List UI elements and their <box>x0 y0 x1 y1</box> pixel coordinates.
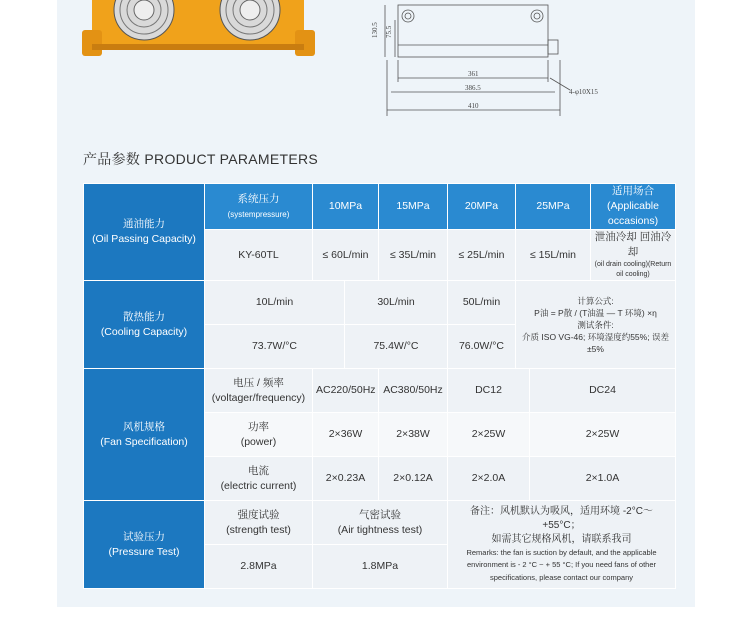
hole-note: 4-φ10X15 <box>569 88 598 96</box>
strength-value: 2.8MPa <box>205 545 313 589</box>
current-1: 2×0.23A <box>313 457 379 501</box>
dim-410: 410 <box>468 102 479 110</box>
application-value: 泄油冷却 回油冷却 (oil drain cooling)(Return oil cooling) <box>591 230 676 281</box>
capacity-75: 75.4W/°C <box>345 325 448 369</box>
product-photo <box>82 0 315 58</box>
strength-label: 强度试验 (strength test) <box>205 501 313 545</box>
system-pressure-header: 系统压力 (systempressure) <box>205 184 313 230</box>
voltage-4: DC24 <box>530 369 676 413</box>
category-cooling-capacity: 散热能力 (Cooling Capacity) <box>84 281 205 369</box>
capacity-73: 73.7W/°C <box>205 325 345 369</box>
dim-vertical-2: 75.5 <box>385 25 393 38</box>
category-pressure-test: 试验压力 (Pressure Test) <box>84 501 205 589</box>
power-1: 2×36W <box>313 413 379 457</box>
section-title: 产品参数 PRODUCT PARAMETERS <box>83 151 319 167</box>
cooling-flow-10: 10L/min <box>205 281 345 325</box>
current-label: 电流 (electric current) <box>205 457 313 501</box>
application-header: 适用场合 (Applicable occasions) <box>591 184 676 230</box>
dim-vertical-1: 130.5 <box>371 22 379 38</box>
pressure-20: 20MPa <box>448 184 516 230</box>
remarks-cell: 备注：风机默认为吸风，适用环境 -2°C～+55°C； 如需其它规格风机，请联系我司 Remarks: the fan is suction by default, and the applicable environment is - 2 °C ~ + 55 °C; If you need fans of other specifications, please contact our company <box>448 501 676 589</box>
voltage-2: AC380/50Hz <box>379 369 448 413</box>
current-4: 2×1.0A <box>530 457 676 501</box>
cooling-flow-30: 30L/min <box>345 281 448 325</box>
power-4: 2×25W <box>530 413 676 457</box>
capacity-76: 76.0W/°C <box>448 325 516 369</box>
flow-10: ≤ 60L/min <box>313 230 379 281</box>
voltage-3: DC12 <box>448 369 530 413</box>
formula-cell: 计算公式: P油 = P散 / (T油温 — T 环境) ×η 测试条件: 介质 ISO VG-46; 环境湿度约55%; 误差 ±5% <box>516 281 676 369</box>
airtight-label: 气密试验 (Air tightness test) <box>313 501 448 545</box>
power-2: 2×38W <box>379 413 448 457</box>
dimension-drawing <box>355 0 625 125</box>
flow-20: ≤ 25L/min <box>448 230 516 281</box>
flow-25: ≤ 15L/min <box>516 230 591 281</box>
airtight-value: 1.8MPa <box>313 545 448 589</box>
cooling-flow-50: 50L/min <box>448 281 516 325</box>
dim-386: 386.5 <box>465 84 481 92</box>
pressure-15: 15MPa <box>379 184 448 230</box>
power-3: 2×25W <box>448 413 530 457</box>
pressure-25: 25MPa <box>516 184 591 230</box>
dim-361: 361 <box>468 70 479 78</box>
current-3: 2×2.0A <box>448 457 530 501</box>
power-label: 功率 (power) <box>205 413 313 457</box>
pressure-10: 10MPa <box>313 184 379 230</box>
category-fan-spec: 风机规格 (Fan Specification) <box>84 369 205 501</box>
category-oil-capacity: 通油能力 (Oil Passing Capacity) <box>84 184 205 281</box>
voltage-1: AC220/50Hz <box>313 369 379 413</box>
current-2: 2×0.12A <box>379 457 448 501</box>
flow-15: ≤ 35L/min <box>379 230 448 281</box>
model-cell: KY-60TL <box>205 230 313 281</box>
voltage-label: 电压 / 频率 (voltager/frequency) <box>205 369 313 413</box>
parameter-table <box>83 183 676 589</box>
